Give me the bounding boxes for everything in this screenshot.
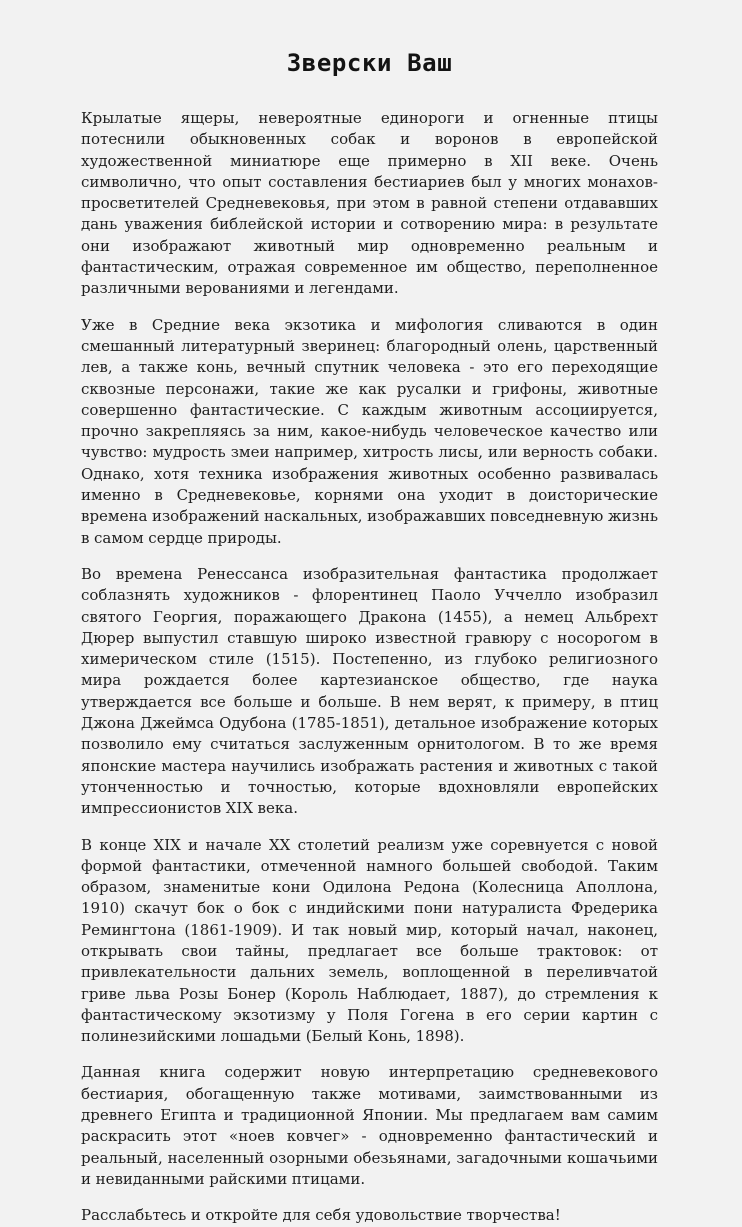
paragraph-1: Крылатые ящеры, невероятные единороги и огненные птицы потеснили обыкновенных собак и воронов в европейской художественной миниатюре еще примерно в XII веке. Очень символично, что опыт составления бестиариев был у многих монахов-просветителей Средневековья, при этом в равной степени отдававших дань уважения библейской истории и сотворению мира: в результате они изображают животный мир одновременно реальным и фантастическим, отражая современное им общество, переполненное различными верованиями и легендами. bbox=[81, 109, 658, 298]
paragraph-2: Уже в Средние века экзотика и мифология сливаются в один смешанный литературный зверинец: благородный олень, царственный лев, а также конь, вечный спутник человека - это его переходящие сквозные персонажи, такие же как русалки и грифоны, животные совершенно фантастические. С каждым животным ассоциируется, прочно закрепляясь за ним, какое-нибудь человеческое качество или чувство: мудрость змеи например, хитрость лисы, или верность собаки. Однако, хотя техника изображения животных особенно развивалась именно в Средневековье, корнями она уходит в доисторические времена изображений наскальных, изображавших повседневную жизнь в самом сердце природы. bbox=[81, 315, 658, 547]
paragraph-5: Данная книга содержит новую интерпретацию средневекового бестиария, обогащенную также мотивами, заимствованными из древнего Египта и традиционной Японии. Мы предлагаем вам самим раскрасить этот «ноев ковчег» - одновременно фантастический и реальный, населенный озорными обезьянами, загадочными кошачьими и невиданными райскими птицами. bbox=[81, 1063, 658, 1188]
page-title: Зверски Ваш bbox=[286, 49, 453, 77]
paragraph-4: В конце XIX и начале XX столетий реализм уже соревнуется с новой формой фантастики, отмеченной намного большей свободой. Таким образом, знаменитые кони Одилона Редона (Колесница Аполлона, 1910) скачут бок о бок с индийскими пони натуралиста Фредерика Ремингтона (1861-1909). И так новый мир, который начал, наконец, открывать свои тайны, предлагает все больше трактовок: от привлекательности дальних земель, воплощенной в переливчатой гриве льва Розы Бонер (Король Наблюдает, 1887), до стремления к фантастическому экзотизму у Поля Гогена в его серии картин с полинезийскими лошадьми (Белый Конь, 1898). bbox=[81, 835, 658, 1046]
paragraph-3: Во времена Ренессанса изобразительная фантастика продолжает соблазнять художников - флорентинец Паоло Уччелло изобразил святого Георгия, поражающего Дракона (1455), а немец Альбрехт Дюрер выпустил ставшую широко известной гравюру с носорогом в химерическом стиле (1515). Постепенно, из глубоко религиозного мира рождается более картезианское общество, где наука утверждается все больше и больше. В нем верят, к примеру, в птиц Джона Джеймса Одубона (1785-1851), детальное изображение которых позволило ему считаться заслуженным орнитологом. В то же время японские мастера научились изображать растения и животных с такой утонченностью и точностью, которые вдохновляли европейских импрессионистов XIX века. bbox=[81, 564, 658, 818]
paragraph-closing: Расслабьтесь и откройте для себя удовольствие творчества! bbox=[81, 1206, 561, 1225]
